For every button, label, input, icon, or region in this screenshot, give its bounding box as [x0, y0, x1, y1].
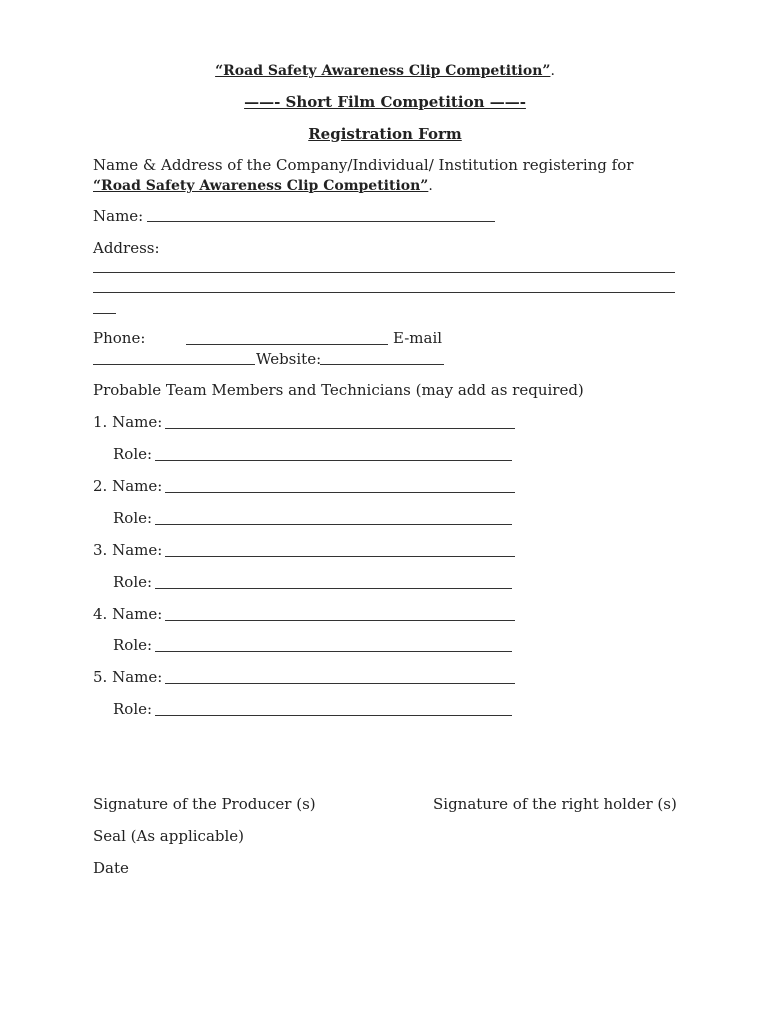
phone-label: Phone: [93, 329, 146, 347]
address-line-1[interactable] [93, 272, 675, 273]
phone-field-line[interactable] [186, 344, 388, 345]
competition-title [0, 62, 770, 80]
member-5-name-line[interactable] [165, 683, 515, 684]
intro-text: Name & Address of the Company/Individual/ Institution registering for [93, 156, 634, 174]
name-field-line[interactable] [147, 221, 495, 222]
date-label: Date [93, 859, 129, 877]
competition-title-text: “Road Safety Awareness Clip Competition” [215, 63, 551, 79]
address-label: Address: [93, 239, 160, 257]
team-heading: Probable Team Members and Technicians (may add as required) [93, 381, 584, 399]
intro-competition [93, 177, 433, 195]
member-1-name-line[interactable] [165, 428, 515, 429]
producer-signature-label: Signature of the Producer (s) [93, 795, 316, 813]
member-1-role-line[interactable] [155, 460, 512, 461]
right-holder-signature-label: Signature of the right holder (s) [433, 795, 677, 813]
address-line-3[interactable] [93, 313, 116, 314]
address-line-2[interactable] [93, 292, 675, 293]
member-1-name-label: 1. Name: [93, 413, 163, 431]
member-2-name-line[interactable] [165, 492, 515, 493]
member-4-name-line[interactable] [165, 620, 515, 621]
member-3-role-label: Role: [113, 573, 153, 591]
email-field-line[interactable] [93, 364, 255, 365]
member-2-role-line[interactable] [155, 524, 512, 525]
subtitle: ——- Short Film Competition ——- [244, 93, 526, 111]
member-3-name-label: 3. Name: [93, 541, 163, 559]
website-label: Website: [256, 350, 322, 368]
intro-competition-dot: . [428, 178, 433, 194]
member-5-role-line[interactable] [155, 715, 512, 716]
member-3-role-line[interactable] [155, 588, 512, 589]
member-4-role-label: Role: [113, 636, 153, 654]
form-title: Registration Form [308, 125, 462, 143]
competition-title-dot: . [550, 63, 555, 79]
seal-label: Seal (As applicable) [93, 827, 245, 845]
member-2-name-label: 2. Name: [93, 477, 163, 495]
name-label: Name: [93, 207, 144, 225]
member-5-name-label: 5. Name: [93, 668, 163, 686]
member-4-role-line[interactable] [155, 651, 512, 652]
member-4-name-label: 4. Name: [93, 605, 163, 623]
member-5-role-label: Role: [113, 700, 153, 718]
email-label: E-mail [393, 329, 443, 347]
member-2-role-label: Role: [113, 509, 153, 527]
website-field-line[interactable] [320, 364, 444, 365]
member-3-name-line[interactable] [165, 556, 515, 557]
member-1-role-label: Role: [113, 445, 153, 463]
intro-competition-text: “Road Safety Awareness Clip Competition” [93, 178, 429, 194]
